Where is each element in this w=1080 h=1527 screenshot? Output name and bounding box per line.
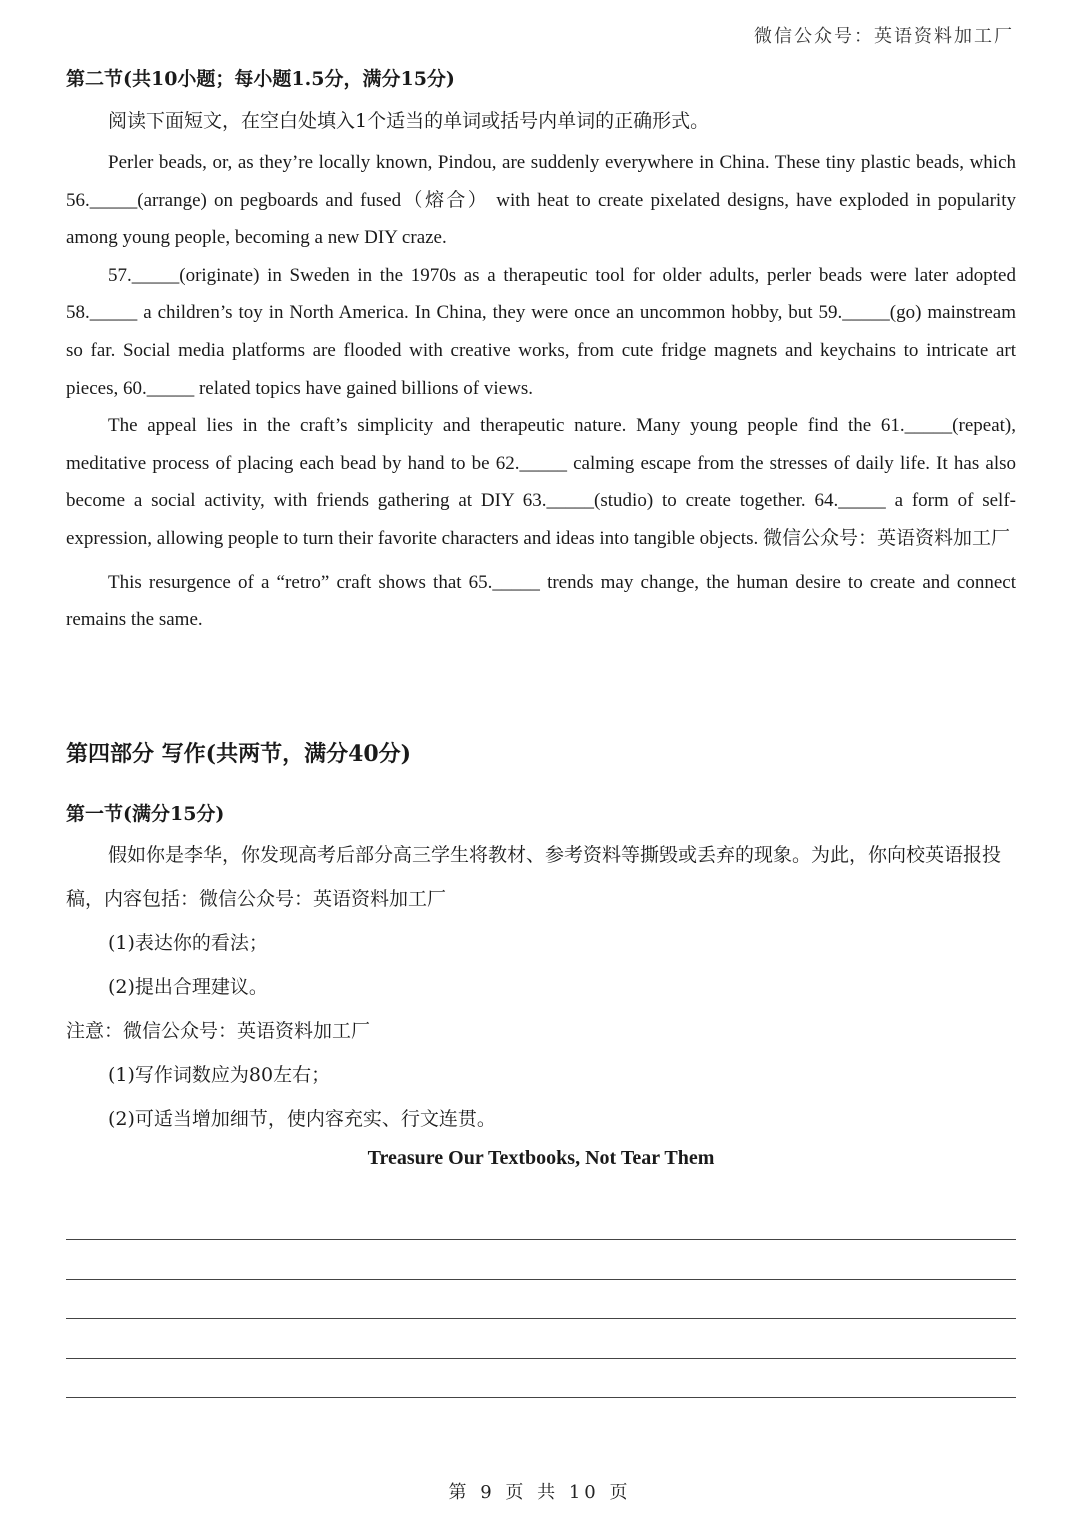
answer-line: [66, 1201, 1016, 1241]
writing-prompt: 假如你是李华，你发现高考后部分高三学生将教材、参考资料等撕毁或丢弃的现象。为此，你向校英语报投稿，内容包括：微信公众号：英语资料加工厂: [66, 843, 1002, 910]
essay-title: Treasure Our Textbooks, Not Tear Them: [367, 1146, 715, 1169]
section2-title: 第二节(共10小题；每小题1.5分，满分15分): [66, 68, 455, 90]
passage-paragraph-2: 57._____(originate) in Sweden in the 1970s as a therapeutic tool for older adults, perler beads were later adopted 58._____ a children’s toy in North America. In China, they were once an uncommon hobby, but 59._____(go) mainstream so far. Social media platforms are flooded with creative works, from cute fridge magnets and keychains to intricate art pieces, 60._____ related topics have gained billions of views.: [66, 264, 1016, 399]
writing-item-2: (2)提出合理建议。: [108, 975, 268, 998]
answer-line: [66, 1319, 1016, 1359]
page-header: 微信公众号：英语资料加工厂: [754, 26, 1014, 47]
passage-paragraph-4: This resurgence of a “retro” craft shows that 65._____ trends may change, the human desire to create and connect remains the same.: [66, 571, 1016, 631]
writing-section1-title: 第一节(满分15分): [66, 802, 225, 825]
page-number: 第 9 页 共 10 页: [448, 1482, 632, 1503]
notice-item-1: (1)写作词数应为80左右；: [108, 1063, 331, 1086]
section2-instruction: 阅读下面短文，在空白处填入1个适当的单词或括号内单词的正确形式。: [108, 110, 710, 132]
answer-line: [66, 1240, 1016, 1280]
page-content: [66, 64, 1016, 1398]
answer-lines: [66, 1201, 1016, 1399]
writing-item-1: (1)表达你的看法；: [108, 931, 268, 954]
notice-item-2: (2)可适当增加细节，使内容充实、行文连贯。: [108, 1107, 496, 1130]
passage-paragraph-1: Perler beads, or, as they’re locally known, Pindou, are suddenly everywhere in China. These tiny plastic beads, which 56._____(arrange) on pegboards and fused（熔合） with heat to create pixelated designs, have exploded in popularity among young people, becoming a new DIY craze.: [66, 152, 1016, 249]
passage-paragraph-3: The appeal lies in the craft’s simplicity and therapeutic nature. Many young people find the 61._____(repeat), meditative process of placing each bead by hand to be 62._____ calming escape from the stresses of daily life. It has also become a social activity, with friends gathering at DIY 63._____(studio) to create together. 64._____ a form of self-expression, allowing people to turn their favorite characters and ideas into tangible objects. 微信公众号：英语资料加工厂: [66, 415, 1016, 549]
answer-line: [66, 1359, 1016, 1399]
notice-label: 注意：微信公众号：英语资料加工厂: [66, 1019, 371, 1042]
part4-title: 第四部分 写作(共两节，满分40分): [66, 740, 412, 767]
answer-line: [66, 1280, 1016, 1320]
